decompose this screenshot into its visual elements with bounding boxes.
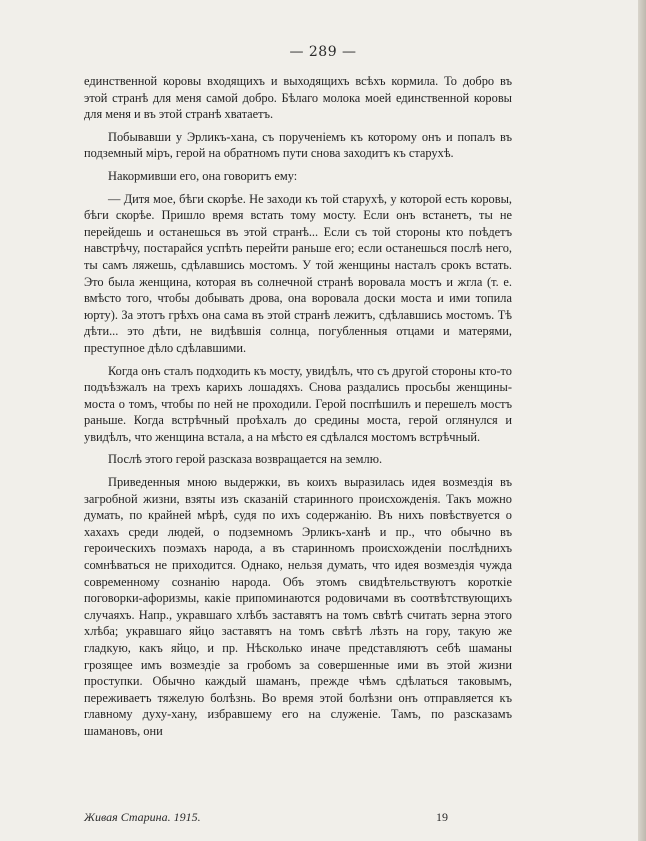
page-edge-shadow: [638, 0, 646, 841]
paragraph: — Дитя мое, бѣги скорѣе. Не заходи къ той старухѣ, у которой есть коровы, бѣги скорѣе. Пришло время встать тому мосту. Если онъ встанетъ, ты не перейдешь и останешься въ этой странѣ... Если съ той стороны кто поѣдетъ навстрѣчу, постарайся успѣть перейти раньше его; если останешься послѣ него, ты самъ ляжешь, сдѣлавшись мостомъ. У той женщины насталъ срокъ встать. Это была женщина, которая въ солнечной странѣ воровала мостъ и жгла (т. е. вмѣсто того, чтобы добывать дрова, она воровала доски моста и ими топила юрту). За этотъ грѣхъ она сама въ этой странѣ лежитъ, сдѣлавшись мостомъ. Тѣ дѣти... это дѣти, не видѣвшiя солнца, погубленныя отцами и матерями, преступное дѣло сдѣлавшими.: [84, 191, 512, 355]
paragraph: Побывавши у Эрликъ-хана, съ порученiемъ къ которому онъ и попалъ въ подземный мiръ, герой на обратномъ пути снова заходитъ къ старухѣ.: [84, 129, 512, 161]
footer-signature: 19: [436, 810, 448, 824]
paragraph: Приведенныя мною выдержки, въ коихъ выразилась идея возмездiя въ загробной жизни, взяты изъ сказанiй старинного происхожденiя. Такъ можно думать, по крайней мѣрѣ, судя по ихъ содержанiю. Въ нихъ повѣствуется о хахахъ среди людей, о подземномъ Эрликъ-ханѣ и пр., что обычно въ героическихъ поэмахъ народа, а въ старинномъ происхожденiи послѣднихъ сомнѣваться не приходится. Однако, нельзя думать, что идея возмездiя чужда современному сознанiю народа. Объ этомъ свидѣтельствуютъ короткiе поговорки-афоризмы, какiе припоминаются родовичами въ соотвѣтствующихъ случаяхъ. Напр., укравшаго хлѣбъ заставятъ на томъ свѣтѣ считать зерна этого хлѣба; укравшаго яйцо заставятъ на томъ свѣтѣ лѣзть на гору, такую же гладкую, какъ яйцо, и пр. Нѣсколько иначе представляютъ себѣ шаманы грозящее имъ возмездiе за гробомъ за совершенные ими въ этой жизни проступки. Обычно каждый шаманъ, прежде чѣмъ сдѣлаться таковымъ, переживаетъ тяжелую болѣзнь. Во время этой болѣзни онъ отправляется къ главному духу-хану, избравшему его на служенiе. Тамъ, по разсказамъ шамановъ, они: [84, 475, 512, 738]
paragraph: Накормивши его, она говоритъ ему:: [108, 168, 298, 183]
paragraph: Когда онъ сталъ подходить къ мосту, увидѣлъ, что съ другой стороны кто-то подъѣзжалъ на трехъ карихъ лошадяхъ. Снова раздались просьбы женщины-моста о томъ, чтобы по ней не проходили. Герой поспѣшилъ и перешелъ мостъ раньше. Когда встрѣчный проѣхалъ до средины моста, герой оглянулся и увидѣлъ, что женщина встала, а на мѣсто ея сдѣлался мостомъ встрѣчный.: [84, 363, 512, 444]
paragraph: единственной коровы входящихъ и выходящихъ всѣхъ кормила. То добро въ этой странѣ для меня самой добро. Бѣлаго молока моей единственной коровы для меня и въ этой странѣ хватаетъ.: [84, 74, 512, 122]
paragraph: Послѣ этого герой разсказа возвращается на землю.: [108, 452, 383, 467]
footer-journal: Живая Старина. 1915.: [84, 810, 201, 824]
page-number: — 289 —: [289, 44, 357, 60]
body-text: [84, 73, 512, 746]
